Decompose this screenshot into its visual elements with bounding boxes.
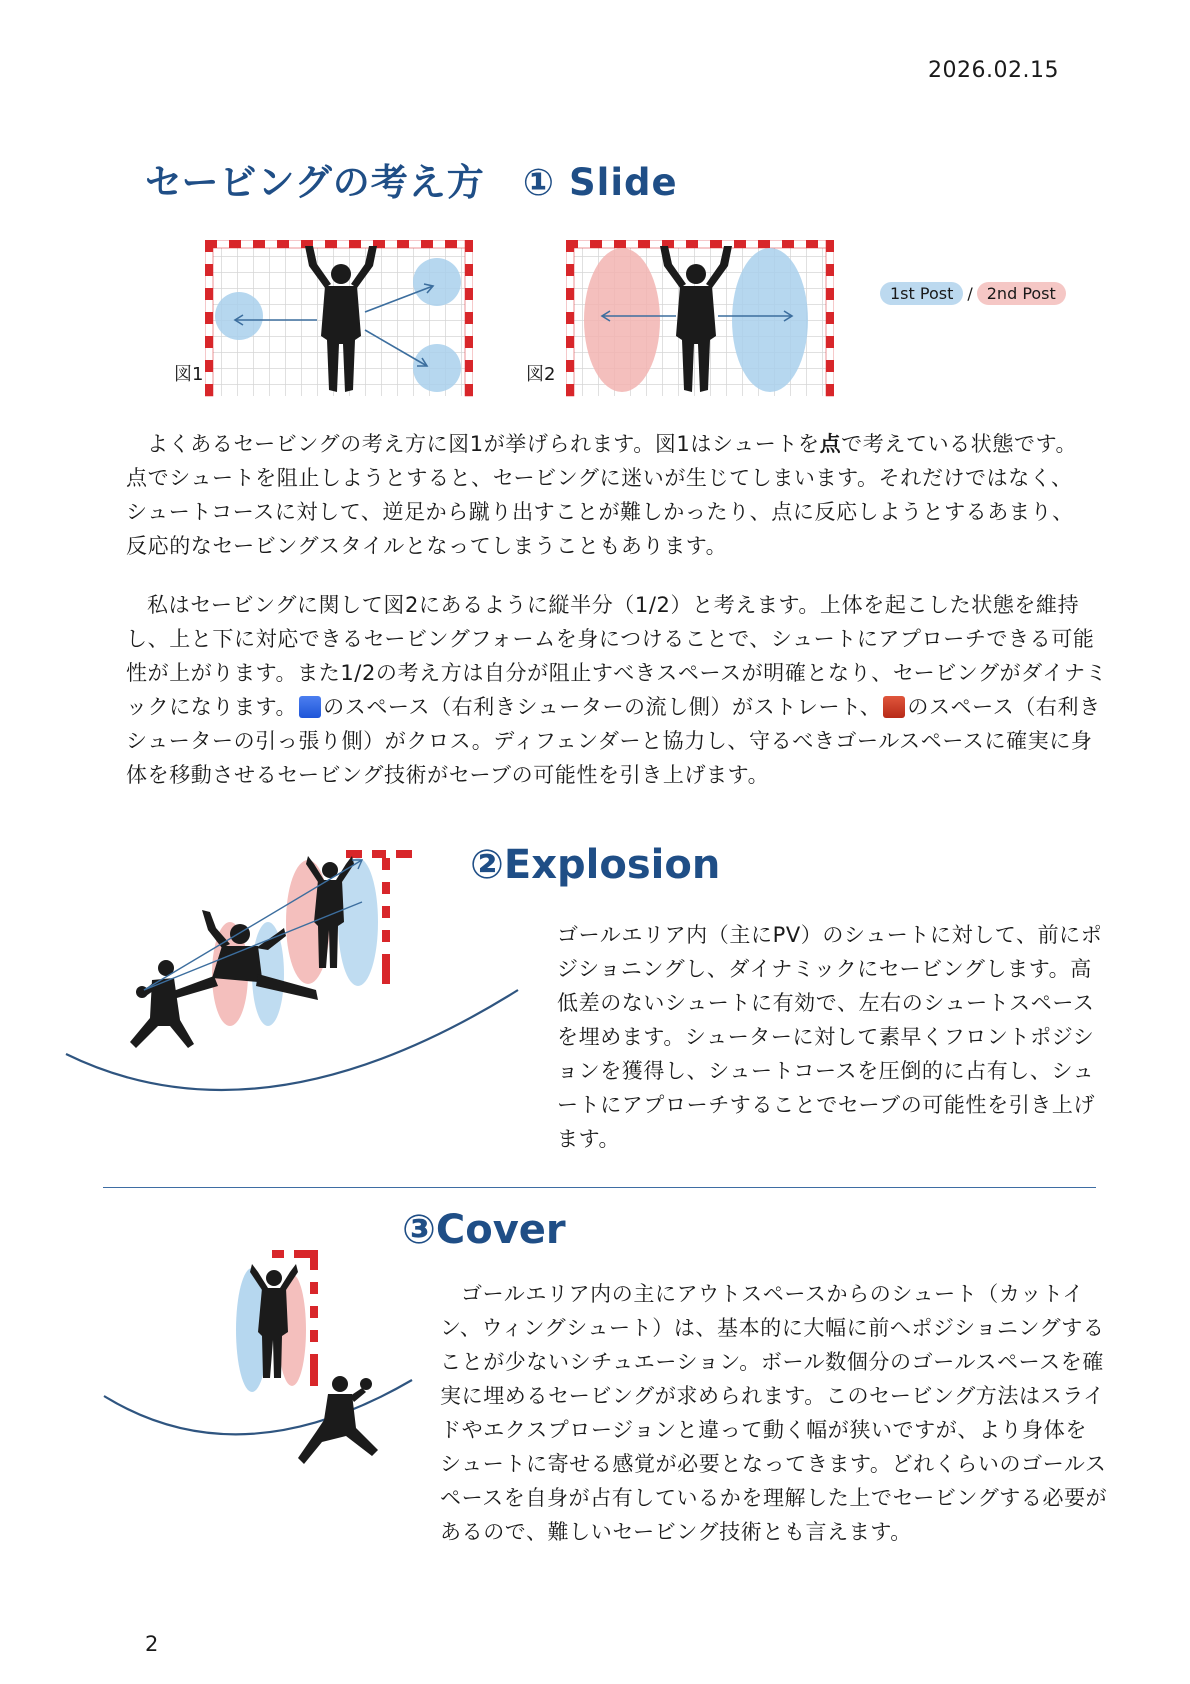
cover-body [440,1277,1108,1549]
cover-heading: ③Cover [402,1207,566,1253]
explosion-illustration [62,850,522,1150]
legend-separator: / [967,284,973,303]
cover-body-text: ゴールエリア内の主にアウトスペースからのシュート（カットイン、ウィングシュート）は、基本的に大幅に前へポジショニングすることが少ないシチュエーション。ボール数個分のゴールスペースを確実に埋めるセービングが求められます。このセービング方法はスライドやエクスプロージョンと違って動く幅が狭いですが、より身体をシュートに寄せる感覚が必要となってきます。どれくらいのゴールスペースを自身が占有しているかを理解した上でセービングする必要があるので、難しいセービング技術とも言えます。 [440,1282,1108,1544]
shooter-silhouette [298,1376,378,1464]
zone-circle-top-right [413,258,461,306]
section-divider [103,1187,1096,1188]
zone-ellipse-blue [732,248,808,392]
figure-1-goal-diagram [205,240,473,400]
red-square-icon [883,696,905,718]
explosion-body: ゴールエリア内（主にPV）のシュートに対して、前にポジショニングし、ダイナミックにセービングします。高低差のないシュートに有効で、左右のシュートスペースを埋めます。シューターに対して素早くフロントポジションを獲得し、シュートコースを圧倒的に占有し、シュートにアプローチすることでセーブの可能性を引き上げます。 [557,923,1103,1151]
figure-2-goal-diagram [566,240,834,400]
zone-ellipse-red [584,248,660,392]
figure-2-label: 図2 [526,364,556,385]
blue-square-icon [299,696,321,718]
document-date: 2026.02.15 [928,58,1059,83]
text-run: のスペース（右利きシューターの流し側）がストレート、 [323,695,882,719]
explosion-heading: ②Explosion [470,842,721,888]
zone-circle-bottom-right [413,344,461,392]
emphasis-point: 点 [819,432,842,456]
page-number: 2 [145,1632,159,1656]
slide-paragraph-2 [126,588,1114,792]
text-run: で考えている状態です。点でシュートを阻止しようとすると、セービングに迷いが生じてしまいます。それだけではなく、シュートコースに対して、逆足から蹴り出すことが難しかったり、点に反応しようとするあまり、反応的なセービングスタイルとなってしまうこともあります。 [126,432,1078,558]
text-run: よくあるセービングの考え方に図1が挙げられます。図1はシュートを [147,432,820,456]
page-title: セービングの考え方 ① Slide [145,161,678,204]
legend-first-post: 1st Post [880,282,963,305]
figure-1-label: 図1 [174,364,204,385]
text-run: のスペース（右利きシューターの引っ張り側）がクロス。ディフェンダーと協力し、守るべきゴールスペースに確実に身体を移動させるセービング技術がセーブの可能性を引き上げます。 [126,695,1101,787]
cover-illustration [100,1250,420,1500]
text-run: 私はセービングに関して図2にあるように縦半分（1/2）と考えます。上体を起こした状態を維持し、上と下に対応できるセービングフォームを身につけることで、シュートにアプローチできる可能性が上がります。また1/2の考え方は自分が阻止すべきスペースが明確となり、セービングがダイナミックになります。 [126,593,1108,719]
legend-second-post: 2nd Post [977,282,1066,305]
post-legend [880,282,1066,305]
slide-paragraph-1 [126,427,1090,563]
zone-circle-left [215,292,263,340]
